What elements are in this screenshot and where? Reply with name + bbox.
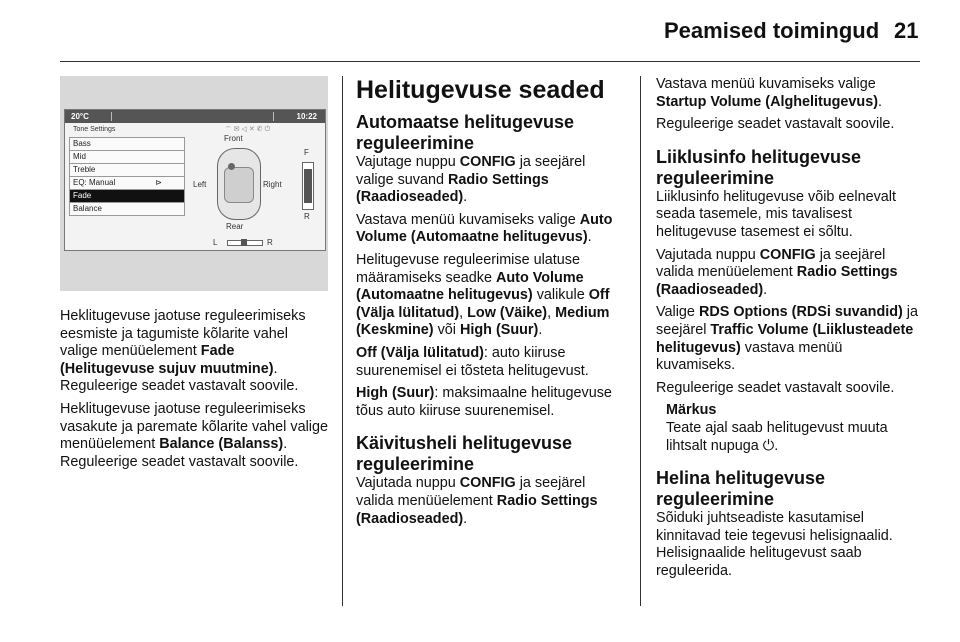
subsection-auto-volume-title: Automaatse helitugevuse reguleerimine [356, 112, 575, 153]
menu-item-bass[interactable]: Bass [69, 137, 185, 150]
menu-term: Radio Settings (Raadioseaded) [356, 492, 598, 527]
menu-term: Off (Välja lülitatud) [356, 287, 610, 321]
paragraph [656, 76, 924, 111]
screen-status-bar [65, 110, 325, 123]
menu-term: Radio Settings (Raadioseaded) [356, 171, 549, 206]
menu-term: Fade (Helitugevuse sujuv muutmine) [60, 343, 274, 377]
balance-right-label: R [267, 238, 273, 247]
note-title: Märkus [666, 402, 717, 419]
text-span: , [459, 304, 468, 321]
paragraph [656, 247, 924, 300]
menu-term: Low (Väike) [467, 304, 548, 321]
label-front: Front [224, 134, 243, 143]
paragraph [356, 345, 624, 380]
fader-front-label: F [304, 148, 309, 157]
text-span: . [538, 322, 543, 339]
sound-icon: ◁ [241, 126, 249, 133]
fader-thumb[interactable] [304, 169, 312, 203]
tone-menu [69, 137, 185, 216]
text-span: ja seejärel valida menüüelement [356, 475, 586, 509]
text-span: Heklitugevuse jaotuse reguleerimiseks vasakute ja paremate kõlarite vahel valige menüüelement [60, 400, 328, 453]
column-3 [656, 76, 924, 585]
screen-status-icons [225, 125, 272, 134]
page-number: 21 [894, 18, 919, 43]
signal-icon: ⌔ [225, 126, 234, 133]
fader-slider[interactable] [302, 162, 314, 210]
text-span: . Reguleerige seadet vastavalt soovile. [60, 436, 299, 470]
menu-term: Startup Volume (Alghelitugevus) [656, 93, 879, 110]
paragraph: Liiklusinfo helitugevuse võib eelnevalt seada tasemele, mis tavalisest helitugevuse tasemest ei sõltu. [656, 188, 896, 240]
note-text: Teate ajal saab helitugevust muuta lihtsalt nupuga ⏻. [666, 419, 888, 454]
text-span: . [763, 281, 768, 298]
paragraph [356, 252, 624, 340]
status-separator [273, 112, 274, 121]
paragraph [356, 475, 624, 528]
text-span: Vajutage nuppu [356, 154, 460, 170]
text-span: ja seejärel valige suvand [356, 154, 586, 188]
subsection-startup-volume-title: Käivitusheli helitugevuse reguleerimine [356, 433, 573, 475]
text-span: Helitugevuse reguleerimise ulatuse määramiseks seadke [356, 251, 580, 286]
menu-item-mid[interactable]: Mid [69, 150, 185, 163]
text-span: Vajutada nuppu [656, 246, 760, 263]
phone-icon: ✆ [256, 126, 265, 133]
radio-icon: ✉ [233, 126, 242, 133]
paragraph [356, 154, 624, 207]
menu-term: Auto Volume (Automaatne helitugevus) [356, 211, 613, 246]
fade-instruction [60, 308, 328, 396]
button-term: CONFIG [459, 475, 516, 492]
paragraph [356, 212, 624, 247]
menu-term: Traffic Volume (Liiklusteadete helitugevus) [656, 321, 914, 356]
text-span: . [587, 229, 592, 246]
screen-time: 10:22 [296, 112, 317, 121]
text-span: vastava menüü kuvamiseks. [656, 339, 843, 374]
balance-instruction [60, 401, 328, 471]
status-separator [111, 112, 112, 121]
infotainment-screen [64, 109, 326, 251]
text-span: . Reguleerige seadet vastavalt soovile. [60, 360, 299, 395]
mute-icon: ✕ [248, 126, 257, 133]
text-span: Vastava menüü kuvamiseks valige [356, 211, 580, 228]
car-icon [217, 148, 261, 220]
paragraph [656, 304, 924, 374]
menu-term: Off (Välja lülitatud) [356, 344, 484, 361]
tone-settings-screenshot [60, 76, 328, 291]
text-span: valikule [532, 287, 589, 304]
balance-slider[interactable] [227, 240, 263, 246]
text-span: või [433, 322, 460, 339]
menu-term: Medium (Keskmine) [356, 304, 610, 339]
label-right: Right [263, 180, 282, 189]
paragraph: Sõiduki juhtseadiste kasutamisel kinnitavad teie tegevusi helisignaalid. Helisignaalide helitugevust saab reguleerida. [656, 510, 893, 579]
text-span: . [878, 93, 883, 110]
menu-term: RDS Options (RDSi suvandid) [698, 304, 903, 321]
header-rule [60, 61, 920, 62]
fader-rear-label: R [304, 212, 310, 221]
menu-item-fade[interactable]: Fade [69, 189, 185, 202]
menu-item-treble[interactable]: Treble [69, 163, 185, 176]
menu-term: Auto Volume (Automaatne helitugevus) [356, 269, 584, 304]
menu-term: Radio Settings (Raadioseaded) [656, 264, 898, 298]
text-span: ja seejärel [656, 304, 919, 338]
label-rear: Rear [226, 222, 244, 231]
paragraph: Reguleerige seadet vastavalt soovile. [656, 379, 895, 396]
screen-menu-title: Tone Settings [73, 126, 116, 133]
text-span: , [547, 304, 556, 321]
paragraph [356, 385, 624, 420]
balance-left-label: L [213, 238, 218, 247]
chapter-title: Peamised toimingud [664, 18, 880, 43]
button-term: CONFIG [759, 246, 816, 263]
menu-term: High (Suur) [356, 385, 435, 402]
column-divider [342, 76, 343, 606]
section-title: Helitugevuse seaded [356, 76, 605, 104]
text-span: . [463, 510, 468, 527]
paragraph: Reguleerige seadet vastavalt soovile. [656, 116, 895, 133]
column-2 [356, 76, 624, 533]
menu-item-eq[interactable] [69, 176, 185, 189]
text-span: ja seejärel valida menüüelement [656, 246, 886, 281]
text-span: . [463, 189, 468, 206]
button-term: CONFIG [459, 154, 516, 170]
sound-focus-marker[interactable] [228, 163, 235, 170]
text-span: Valige [656, 304, 699, 321]
car-diagram [193, 134, 283, 234]
spacer [656, 460, 924, 468]
note-box [656, 402, 924, 455]
column-divider [640, 76, 641, 606]
text-span: : maksimaalne helitugevuse tõus auto kiiruse suurenemisel. [356, 385, 612, 419]
text-span: Heklitugevuse jaotuse reguleerimiseks eesmiste ja tagumiste kõlarite vahel valige menüüelement [60, 308, 306, 360]
power-icon: ⏻ [264, 126, 273, 133]
column-1 [60, 76, 328, 476]
label-left: Left [193, 180, 207, 189]
text-span: : auto kiiruse suurenemisel ei tõsteta helitugevust. [356, 344, 589, 379]
text-span: Vastava menüü kuvamiseks valige [656, 76, 876, 92]
spacer [656, 139, 924, 147]
menu-term: High (Suur) [459, 322, 539, 339]
screen-temperature: 20°C [71, 112, 89, 121]
menu-item-eq-label: EQ: Manual [73, 178, 116, 187]
text-span: Vajutada nuppu [356, 475, 460, 492]
menu-term: Balance (Balanss) [159, 436, 284, 453]
page-header [0, 0, 960, 60]
subsection-signal-volume-title: Helina helitugevuse reguleerimine [656, 468, 826, 510]
subsection-traffic-volume-title: Liiklusinfo helitugevuse reguleerimine [656, 146, 862, 188]
balance-thumb[interactable] [241, 239, 247, 246]
car-cabin [224, 167, 254, 203]
chevron-right-icon: ⊳ [155, 178, 162, 187]
menu-item-balance[interactable]: Balance [69, 202, 185, 216]
spacer [356, 425, 624, 433]
